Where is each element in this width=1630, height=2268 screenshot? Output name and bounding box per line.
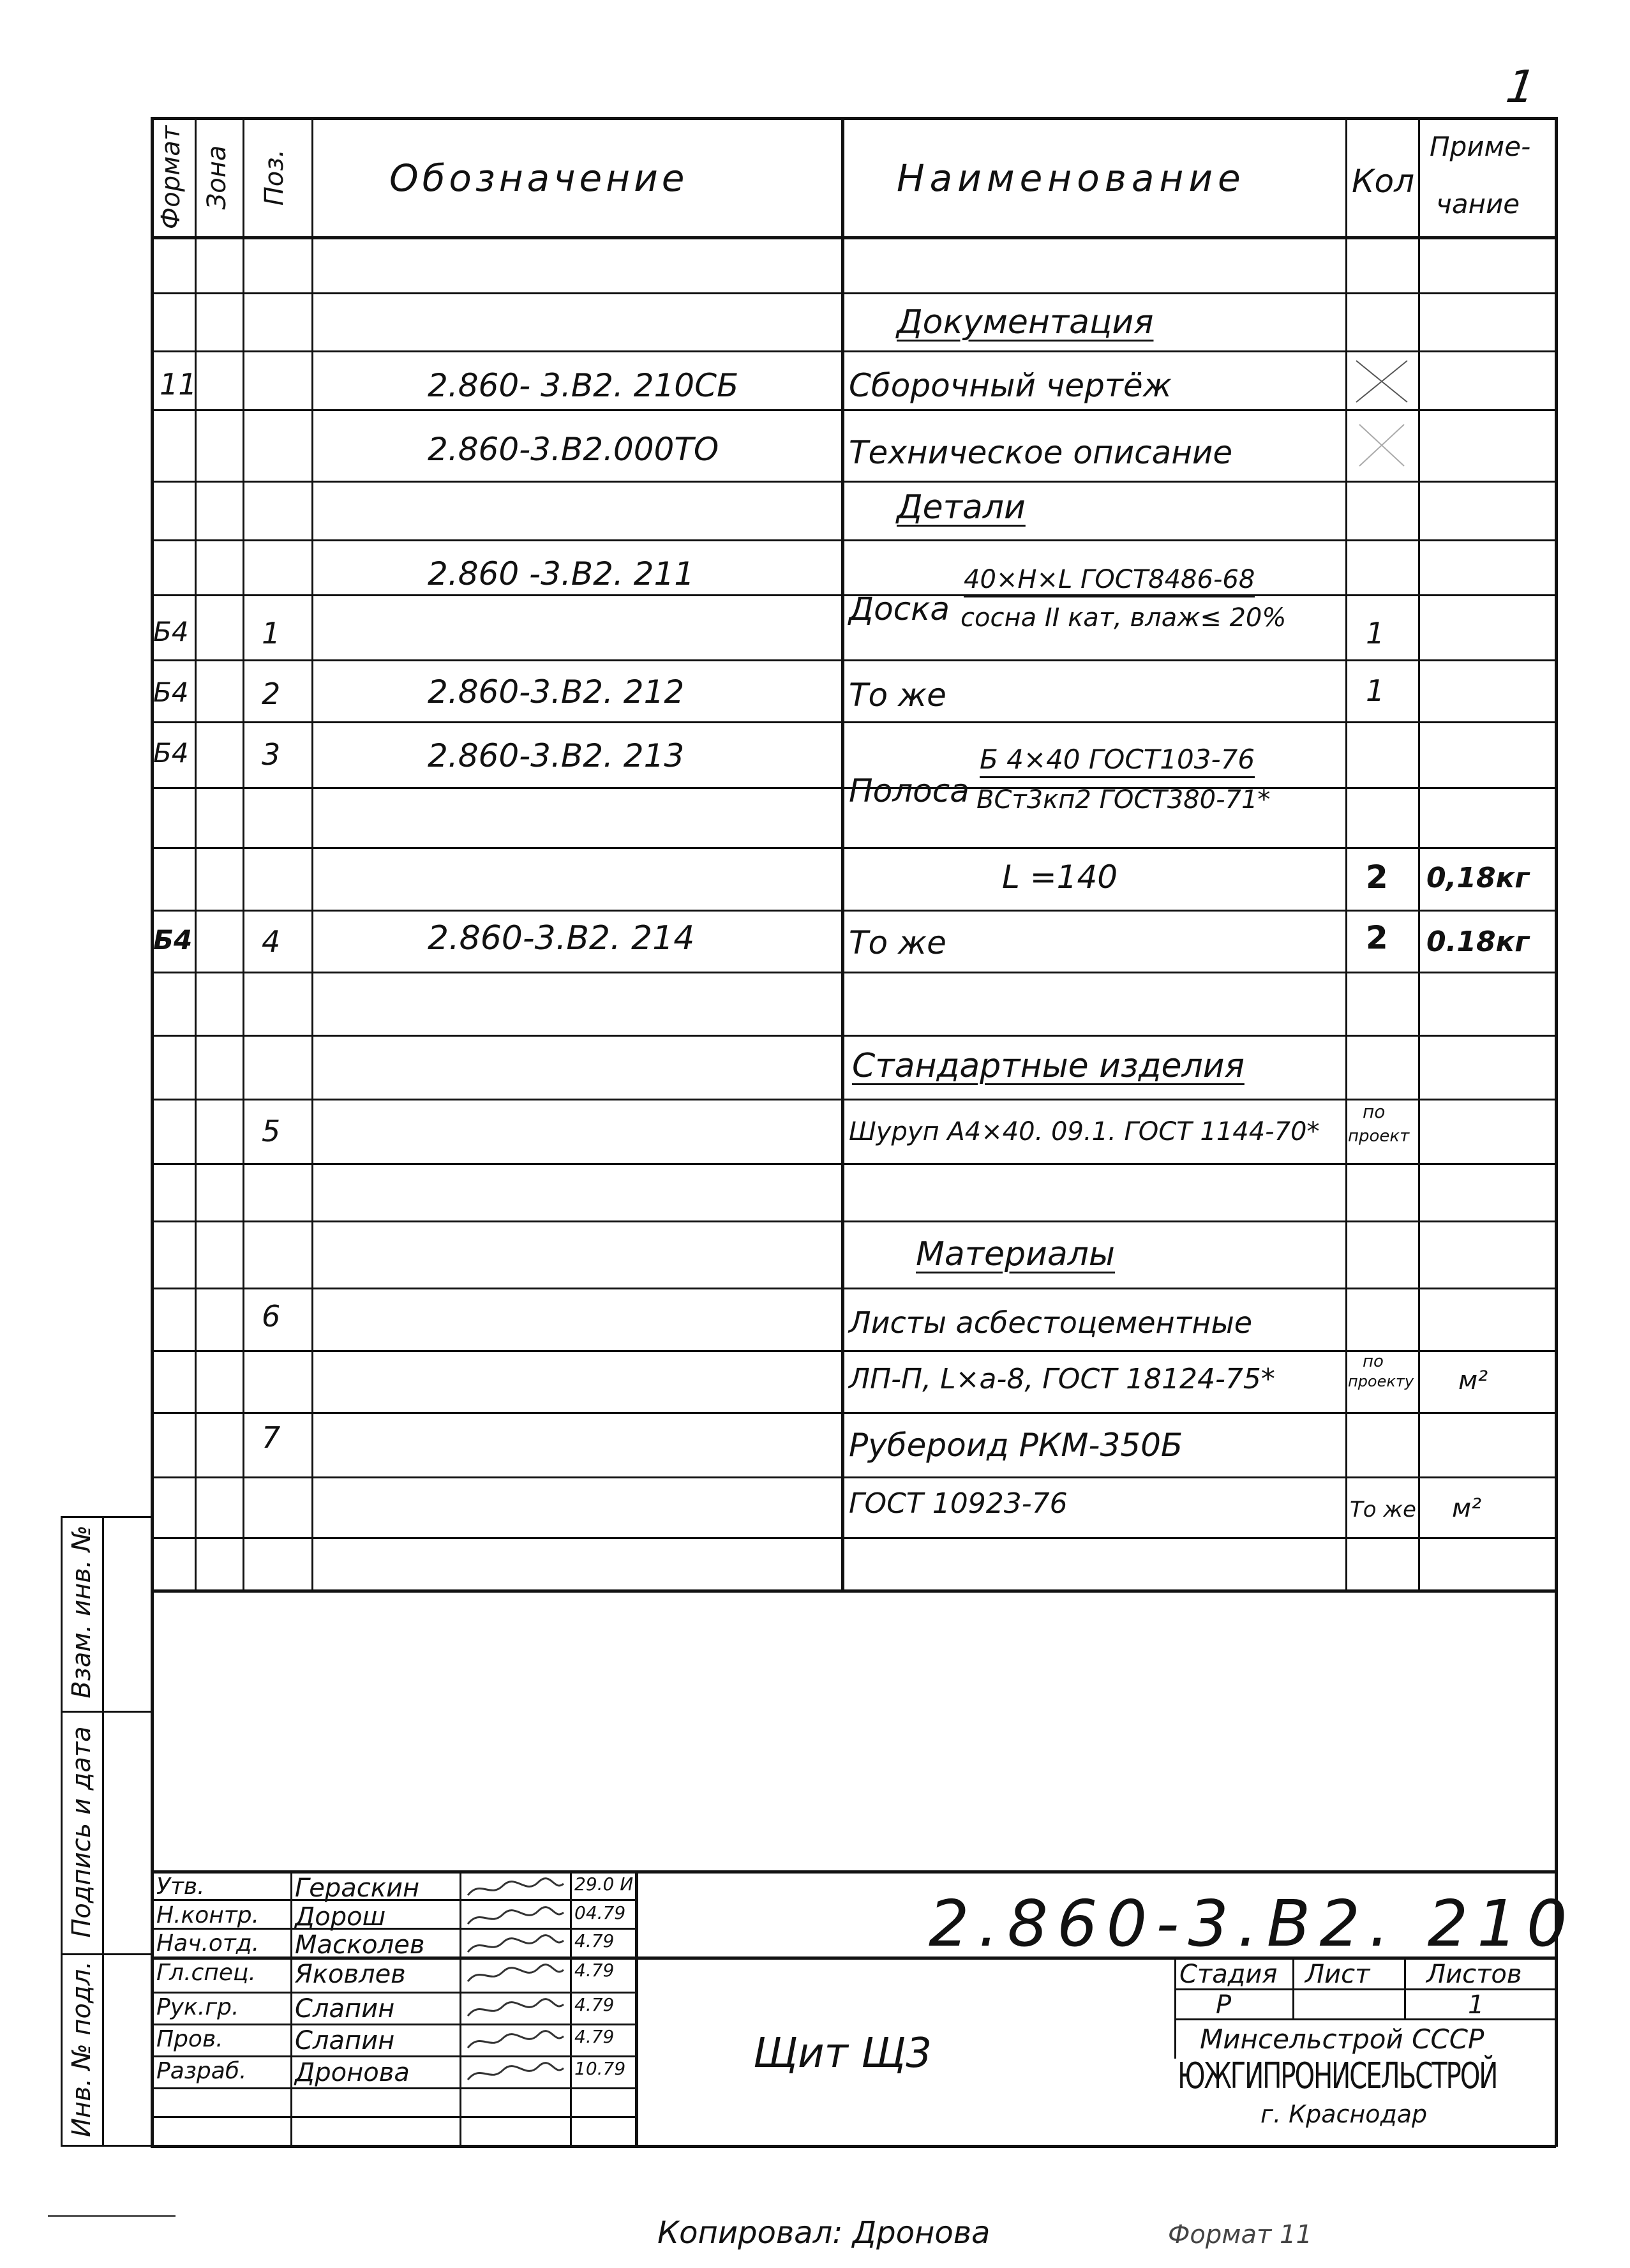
row3-name: Доска: [849, 590, 950, 627]
tb-role-date: 4.79: [574, 1994, 615, 2015]
tb-line: [151, 2024, 636, 2025]
row4-name: То же: [849, 677, 946, 714]
corner-mark: 1: [1503, 61, 1539, 113]
tb-role-date: 10.79: [574, 2058, 626, 2079]
tb-line: [1404, 1956, 1406, 2018]
tb-line: [635, 1870, 638, 2145]
side-stamp-line: [102, 1516, 104, 2145]
tb-line: [290, 1870, 292, 2145]
row12-note: м²: [1452, 1494, 1482, 1523]
frame-right: [1555, 117, 1558, 2147]
stage-value: Р: [1216, 1990, 1232, 2020]
row8-pos: 5: [262, 1114, 281, 1148]
row-line: [151, 1099, 1556, 1100]
cross-mark-icon: [1353, 357, 1410, 405]
tb-role-date: 4.79: [574, 1930, 615, 1951]
row-line: [151, 910, 1556, 912]
stage-label: Стадия: [1179, 1960, 1278, 1989]
row-line: [151, 481, 1556, 483]
row-line: [151, 409, 1556, 411]
col-line: [1418, 117, 1420, 1589]
col-line: [841, 117, 844, 1589]
sheets-label: Листов: [1426, 1960, 1522, 1989]
row4-qty: 1: [1366, 673, 1385, 708]
tb-line: [1174, 1956, 1176, 2059]
row8-name: Шуруп А4×40. 09.1. ГОСТ 1144-70*: [849, 1117, 1320, 1146]
side-replace-inv: Взам. инв. №: [67, 1525, 96, 1699]
side-stamp-line: [61, 1516, 63, 2145]
tb-role-name: Яковлев: [295, 1960, 406, 1989]
row7-designation: 2.860-3.В2. 214: [428, 919, 695, 958]
row10-name: ЛП-П, L×а-8, ГОСТ 18124-75*: [849, 1363, 1275, 1395]
tb-line: [151, 1992, 636, 1994]
row4-pos: 2: [262, 677, 281, 711]
row3-designation: 2.860 -3.В2. 211: [428, 555, 695, 592]
row3-pos: 1: [262, 616, 281, 650]
row4-designation: 2.860-3.В2. 212: [428, 673, 685, 710]
row9-pos: 6: [262, 1299, 281, 1333]
frame-left: [151, 117, 154, 2147]
row5-pos: 3: [262, 737, 281, 772]
row8-qty-1: по: [1363, 1101, 1386, 1122]
row1-designation: 2.860- 3.В2. 210СБ: [428, 367, 739, 404]
frame-bottom: [151, 2145, 1556, 2148]
row1-format: 11: [160, 367, 197, 402]
section-parts: Детали: [897, 488, 1026, 527]
footer-copied: Копировал: Дронова: [657, 2215, 991, 2251]
section-standard-items: Стандартные изделия: [852, 1047, 1245, 1085]
tb-role-label: Утв.: [156, 1874, 205, 1900]
row7-qty: 2: [1366, 919, 1388, 956]
header-note-1: Приме-: [1430, 131, 1531, 162]
side-sign-date: Подпись и дата: [67, 1726, 96, 1938]
tb-line: [1174, 2018, 1556, 2020]
cross-mark-icon: [1356, 421, 1407, 469]
sheets-value: 1: [1468, 1990, 1484, 2020]
side-inv-orig: Инв. № подл.: [67, 1961, 96, 2137]
section-materials: Материалы: [916, 1235, 1115, 1273]
signature-icon: [465, 2029, 567, 2054]
row3-format: Б4: [153, 616, 189, 647]
table-bottom: [151, 1589, 1556, 1593]
tb-role-name: Масколев: [295, 1930, 425, 1960]
row1-name: Сборочный чертёж: [849, 367, 1172, 404]
col-line: [195, 117, 197, 1589]
header-designation: Обозначение: [389, 156, 689, 200]
row5-format: Б4: [153, 737, 189, 769]
row11-pos: 7: [262, 1420, 281, 1455]
signature-icon: [465, 1933, 567, 1958]
row9-name: Листы асбестоцементные: [849, 1305, 1253, 1340]
row-line: [151, 1412, 1556, 1414]
row-line: [151, 1350, 1556, 1352]
tb-role-date: 4.79: [574, 1960, 615, 1981]
row6-note: 0,18кг: [1426, 862, 1530, 894]
tb-role-label: Рук.гр.: [156, 1994, 239, 2020]
tb-role-name: Дорош: [295, 1902, 386, 1932]
row11-name: Рубероид РКМ-350Б: [849, 1427, 1183, 1464]
tb-line: [1292, 1956, 1294, 2018]
row-line: [151, 1220, 1556, 1222]
row-line: [151, 1537, 1556, 1539]
footer-dash: [48, 2215, 176, 2217]
row-line: [151, 972, 1556, 973]
tb-line: [151, 2116, 636, 2118]
doc-title: Щит Щ3: [753, 2030, 932, 2077]
tb-role-date: 04.79: [574, 1902, 626, 1923]
tb-line: [151, 2087, 636, 2089]
signature-icon: [465, 1997, 567, 2022]
header-pos: Поз.: [260, 149, 289, 206]
row-line: [151, 659, 1556, 661]
signature-icon: [465, 1962, 567, 1988]
col-line: [243, 117, 244, 1589]
row6-name: L =140: [1002, 859, 1118, 896]
header-zone: Зона: [202, 145, 232, 210]
sheet-label: Лист: [1305, 1960, 1370, 1989]
row4-format: Б4: [153, 677, 189, 708]
tb-line: [570, 1870, 572, 2145]
row10-qty-1: по: [1363, 1352, 1384, 1371]
header-note-2: чание: [1436, 188, 1520, 220]
row2-designation: 2.860-3.В2.000ТО: [428, 431, 719, 468]
tb-role-name: Дронова: [295, 2058, 410, 2087]
row-line: [151, 1035, 1556, 1037]
row3-material-top: 40×H×L ГОСТ8486-68: [964, 565, 1255, 597]
row6-qty: 2: [1366, 859, 1388, 896]
row10-note: м²: [1458, 1366, 1488, 1395]
signature-icon: [465, 1905, 567, 1930]
row12-qty: То же: [1350, 1497, 1416, 1522]
header-name: Наименование: [897, 156, 1246, 200]
section-documentation: Документация: [897, 303, 1154, 342]
tb-role-date: 4.79: [574, 2026, 615, 2047]
tb-role-label: Разраб.: [156, 2058, 247, 2084]
tb-role-name: Слапин: [295, 2026, 395, 2055]
tb-role-name: Слапин: [295, 1994, 395, 2024]
row2-name: Техническое описание: [849, 434, 1233, 471]
row-line: [151, 292, 1556, 294]
col-line: [1345, 117, 1347, 1589]
tb-role-label: Нач.отд.: [156, 1930, 260, 1956]
row5-material-bottom: ВСт3кп2 ГОСТ380-71*: [976, 785, 1271, 815]
row-line: [151, 847, 1556, 849]
row5-name: Полоса: [849, 772, 969, 809]
row-line: [151, 1476, 1556, 1478]
row-line: [151, 1163, 1556, 1165]
signature-icon: [465, 1876, 567, 1902]
row8-qty-2: проект: [1348, 1127, 1410, 1146]
tb-line: [460, 1870, 461, 2145]
row-line: [151, 350, 1556, 352]
org-institute: ЮЖГИПРОНИСЕЛЬСТРОЙ: [1178, 2055, 1497, 2097]
row7-format: Б4: [153, 924, 193, 956]
tb-role-name: Гераскин: [295, 1874, 420, 1903]
tb-line: [151, 2055, 636, 2057]
row3-material-bottom: сосна II кат, влаж≤ 20%: [961, 603, 1287, 633]
signature-icon: [465, 2061, 567, 2086]
row-line: [151, 539, 1556, 541]
row3-qty: 1: [1366, 616, 1385, 650]
row12-name: ГОСТ 10923-76: [849, 1487, 1068, 1520]
row7-name: То же: [849, 924, 946, 961]
row7-pos: 4: [262, 924, 281, 959]
org-city: г. Краснодар: [1260, 2100, 1428, 2128]
row-line: [151, 721, 1556, 723]
tb-role-label: Пров.: [156, 2026, 223, 2052]
doc-number: 2.860-3.В2. 210: [929, 1886, 1576, 1961]
row5-designation: 2.860-3.В2. 213: [428, 737, 685, 774]
header-line: [151, 236, 1556, 239]
org-ministry: Минсельстрой СССР: [1200, 2024, 1484, 2055]
tb-role-label: Н.контр.: [156, 1902, 260, 1928]
footer-format: Формат 11: [1168, 2220, 1312, 2249]
row-line: [151, 1288, 1556, 1289]
side-stamp-line: [61, 2145, 151, 2147]
tb-role-date: 29.0 И: [574, 1874, 634, 1895]
header-qty: Кол: [1352, 163, 1415, 200]
row5-material-top: Б 4×40 ГОСТ103-76: [980, 744, 1255, 778]
tb-role-label: Гл.спец.: [156, 1960, 256, 1986]
row10-qty-2: проекту: [1348, 1372, 1414, 1390]
header-format: Формат: [156, 125, 186, 230]
row7-note: 0.18кг: [1426, 926, 1530, 958]
col-line: [311, 117, 313, 1589]
